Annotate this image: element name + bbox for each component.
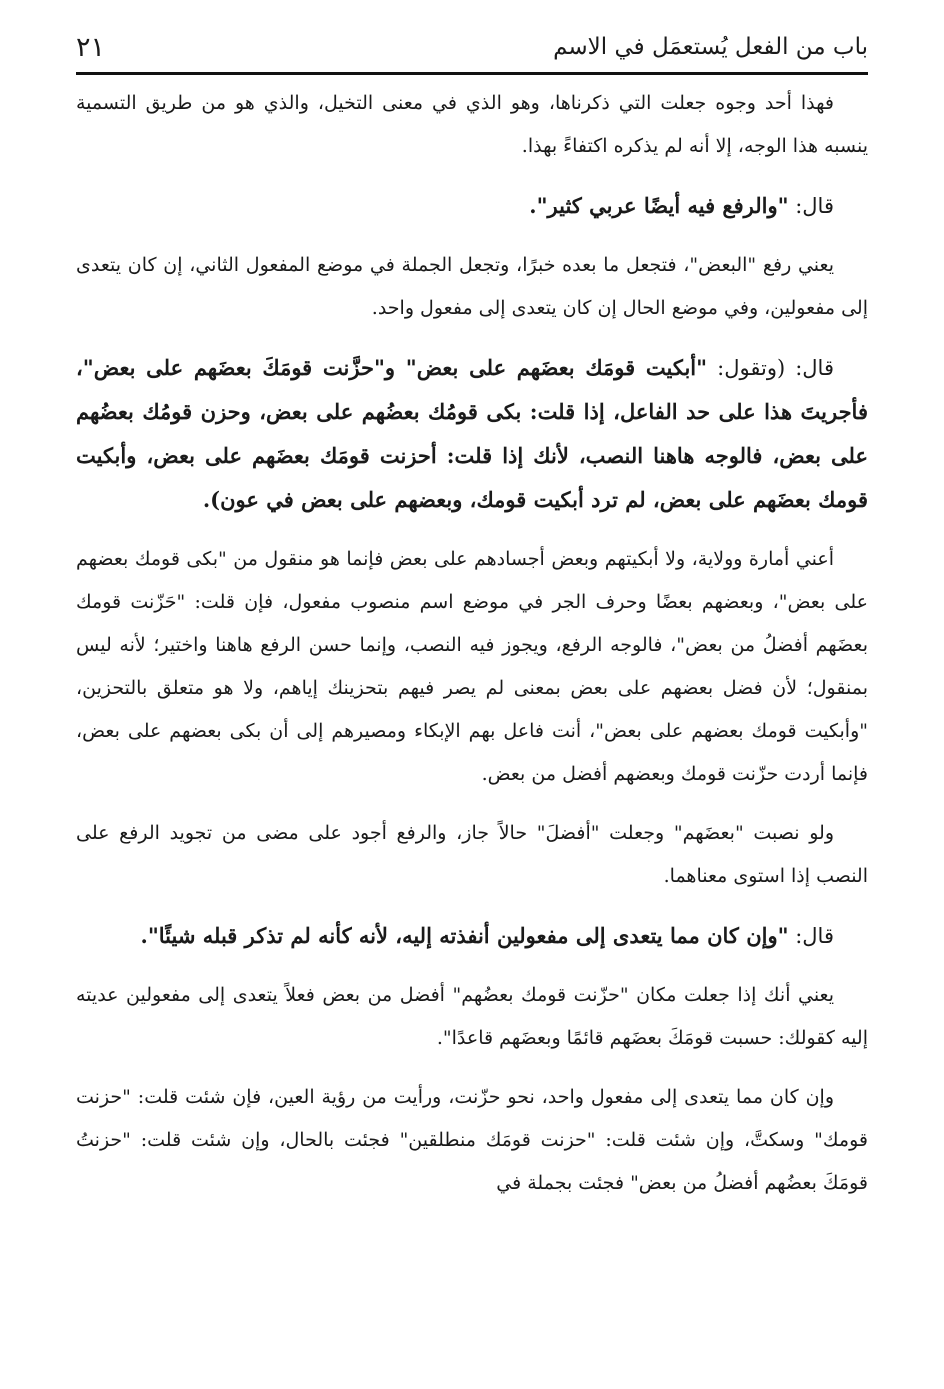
quote-text: "أبكيت قومَك بعضَهم على بعض" و"حزَّنت قومَكَ بعضَهم على بعض"، فأجريتَ هذا على حد الفاعل، إذا قلت: بكى قومُك بعضُهم على بعض، وحزن قومُك بعضُهم على بعض، فالوجه هاهنا النصب، لأنك إذا قلت: أحزنت قومَك بعضَهم على بعض، وأبكيت قومك بعضَهم على بعض، لم ترد أبكيت قومك، وبعضهم على بعض في عون). [76, 355, 868, 512]
quote-text: "والرفع فيه أيضًا عربي كثير". [529, 193, 789, 218]
quoted-paragraph [76, 184, 868, 228]
paragraph: يعني رفع "البعض"، فتجعل ما بعده خبرًا، وتجعل الجملة في موضع المفعول الثاني، إن كان يتعدى إلى مفعولين، وفي موضع الحال إن كان يتعدى إلى مفعول واحد. [76, 254, 868, 319]
paragraph: وإن كان مما يتعدى إلى مفعول واحد، نحو حزّنت، ورأيت من رؤية العين، فإن شئت قلت: "حزنت قومك" وسكتَّ، وإن شئت قلت: "حزنت قومَك منطلقين" فجئت بالحال، وإن شئت قلت: "حزنتُ قومَكَ بعضُهم أفضلُ من بعض" فجئت بجملة في [76, 1086, 868, 1194]
quote-lead: قال: [788, 194, 834, 218]
quote-lead: قال: (وتقول: [707, 356, 834, 380]
page-header [76, 22, 868, 72]
paragraph: ولو نصبت "بعضَهم" وجعلت "أفضلَ" حالاً جاز، والرفع أجود على مضى من تجويد الرفع على النصب إذا استوى معناهما. [76, 822, 868, 887]
quote-lead: قال: [788, 924, 834, 948]
body-text [76, 82, 868, 1221]
quoted-paragraph [76, 346, 868, 522]
page-number: ٢١ [76, 31, 106, 63]
paragraph: فهذا أحد وجوه جعلت التي ذكرناها، وهو الذي في معنى التخيل، والذي هو من طريق التسمية ينسبه هذا الوجه، إلا أنه لم يذكره اكتفاءً بهذا. [76, 92, 868, 157]
quoted-paragraph [76, 914, 868, 958]
running-head: باب من الفعل يُستعمَل في الاسم [553, 34, 868, 60]
paragraph: أعني أمارة وولاية، ولا أبكيتهم وبعض أجسادهم على بعض فإنما هو منقول من "بكى قومك بعضهم على بعض"، وبعضهم بعضًا وحرف الجر في موضع اسم منصوب مفعول، فإن قلت: "حَزّنت قومك بعضَهم أفضلُ من بعض"، فالوجه الرفع، ويجوز فيه النصب، وإنما حسن الرفع هاهنا واختير؛ لأنه ليس بمنقول؛ لأن فضل بعضهم على بعض بمعنى لم يصر فيهم بتحزينك إياهم، ولا هو متعلق بالتحزين، "وأبكيت قومك بعضهم على بعض"، أنت فاعل بهم الإبكاء ومصيرهم إلى أن بكى بعضهم على بعض، فإنما أردت حزّنت قومك وبعضهم أفضل من بعض. [76, 548, 868, 785]
quote-text: "وإن كان مما يتعدى إلى مفعولين أنفذته إليه، لأنه كأنه لم تذكر قبله شيئًا". [140, 923, 789, 948]
paragraph: يعني أنك إذا جعلت مكان "حزّنت قومك بعضُهم" أفضل من بعض فعلاً يتعدى إلى مفعولين عديته إليه كقولك: حسبت قومَكَ بعضَهم قائمًا وبعضَهم قاعدًا". [76, 984, 868, 1049]
header-rule [76, 72, 868, 75]
